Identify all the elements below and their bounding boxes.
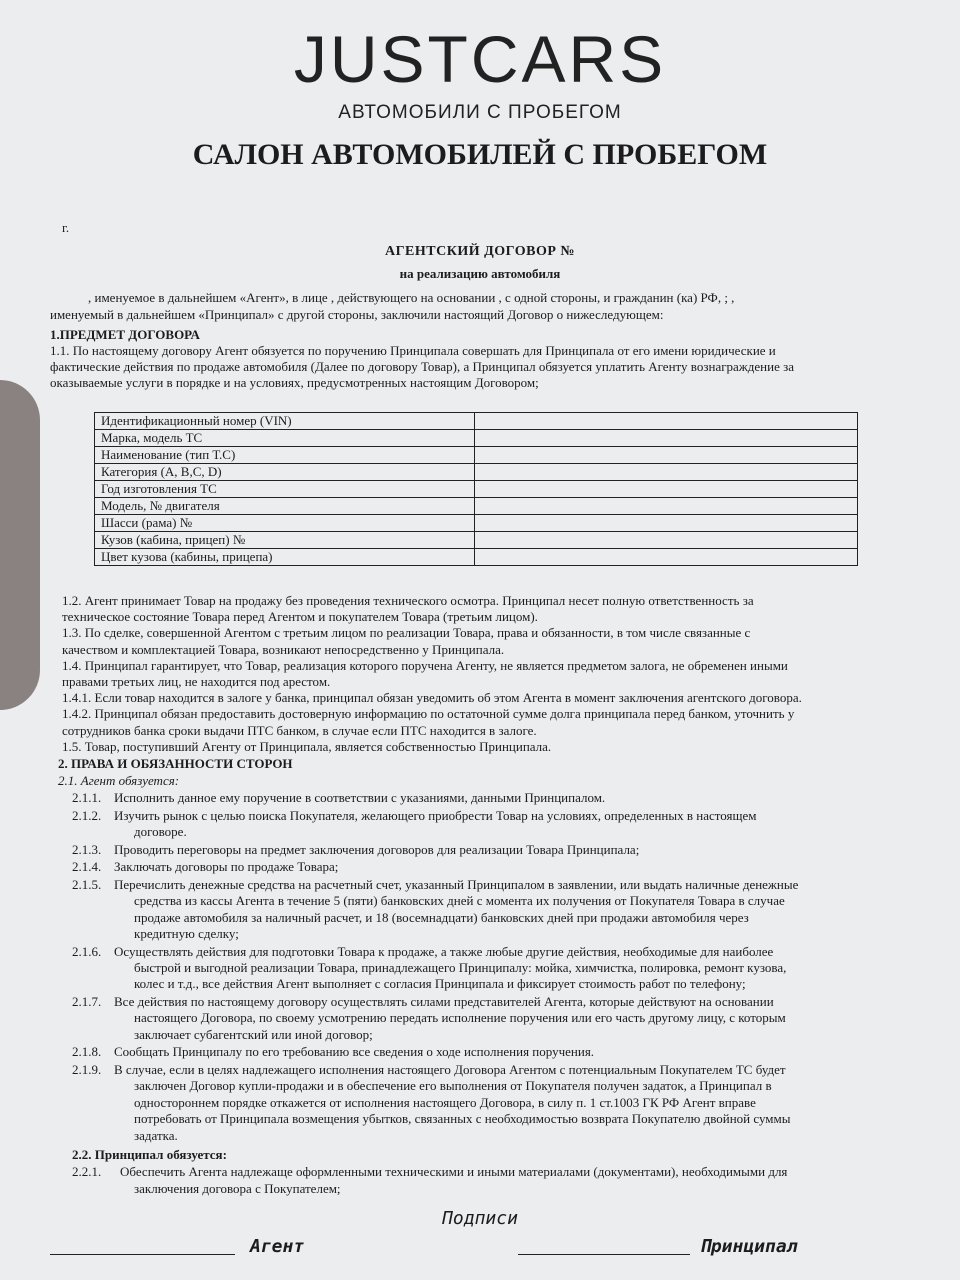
clause-line: задатка. xyxy=(134,1127,178,1143)
clause-line: потребовать от Принципала возмещения убытков, связанных с необходимостью возврата Покупателю двойной суммы xyxy=(134,1111,791,1127)
principal-signature-label: Принципал xyxy=(700,1236,798,1257)
intro-line: именуемый в дальнейшем «Принципал» с другой стороны, заключили настоящий Договор о нижеследующем: xyxy=(50,307,664,322)
clause-line: 1.1. По настоящему договору Агент обязуется по поручению Принципала совершать для Принципала от его имени юридические и xyxy=(50,343,776,358)
clause-number: 2.2.1. xyxy=(72,1164,102,1180)
signatures-title: Подписи xyxy=(442,1208,518,1229)
clause-number: 2.1.2. xyxy=(72,807,102,823)
clause-line: 1.4. Принципал гарантирует, что Товар, реализация которого поручена Агенту, не является предметом залога, не обременен иными xyxy=(62,657,788,673)
salon-title: САЛОН АВТОМОБИЛЕЙ С ПРОБЕГОМ xyxy=(192,138,768,171)
clause-line: Сообщать Принципалу по его требованию все сведения о ходе исполнения поручения. xyxy=(114,1044,595,1060)
clause-line: техническое состояние Товара перед Агентом и покупателем Товара (третьим лицом). xyxy=(62,609,538,625)
clause-line: договоре. xyxy=(134,824,187,839)
clause-line: Заключать договоры по продаже Товара; xyxy=(114,859,339,875)
vehicle-field-value[interactable] xyxy=(475,481,858,498)
contract-subtitle: на реализацию автомобиля xyxy=(399,266,561,281)
clause-line: 1.2. Агент принимает Товар на продажу без проведения технического осмотра. Принципал несет полную ответственность за xyxy=(62,593,754,608)
clause-line: 1.4.1. Если товар находится в залоге у банка, принципал обязан уведомить об этом Агента в момент заключения агентского договора. xyxy=(62,690,802,706)
clause-line: быстрой и выгодной реализации Товара, принадлежащего Принципалу: мойка, химчистка, полировка, ремонт кузова, xyxy=(134,960,787,975)
contract-title: АГЕНТСКИЙ ДОГОВОР № xyxy=(385,244,575,259)
vehicle-field-label: Категория (A, B,C, D) xyxy=(95,464,475,481)
subsection-heading: 2.2. Принципал обязуется: xyxy=(72,1147,227,1163)
clause-number: 2.1.4. xyxy=(72,859,102,875)
vehicle-field-value[interactable] xyxy=(475,498,858,515)
clause-line: средства из кассы Агента в течение 5 (пяти) банковских дней с момента их получения от Покупателя Товара в случае xyxy=(134,893,785,909)
vehicle-field-label: Шасси (рама) № xyxy=(95,515,475,532)
agent-signature-label: Агент xyxy=(250,1236,305,1257)
vehicle-field-value[interactable] xyxy=(475,430,858,447)
brand-logo: JUSTCARS xyxy=(293,22,667,96)
vehicle-field-value[interactable] xyxy=(475,413,858,430)
clause-line: продаже автомобиля за наличный расчет, и 18 (восемнадцати) банковских дней при продажи автомобиля через xyxy=(134,909,749,925)
city-field: г. xyxy=(62,220,70,235)
vehicle-table xyxy=(94,412,858,566)
clause-line: 1.5. Товар, поступивший Агенту от Принципала, является собственностью Принципала. xyxy=(62,738,552,754)
vehicle-table-row xyxy=(95,498,858,515)
clause-line: кредитную сделку; xyxy=(134,926,239,941)
clause-line: Проводить переговоры на предмет заключения договоров для реализации Товара Принципала; xyxy=(114,841,640,857)
intro-line: , именуемое в дальнейшем «Агент», в лице , действующего на основании , с одной стороны, и гражданин (ка) РФ, ; , xyxy=(88,290,735,305)
clause-line: колес и т.д., все действия Агент выполняет с согласия Принципала и фиксирует стоимость работ по телефону; xyxy=(134,976,746,992)
vehicle-table-row xyxy=(95,447,858,464)
vehicle-field-label: Цвет кузова (кабины, прицепа) xyxy=(95,549,475,566)
clause-line: сотрудников банка сроки выдачи ПТС банком, в случае если ПТС находится в залоге. xyxy=(62,722,537,738)
vehicle-table-row xyxy=(95,481,858,498)
clause-line: Обеспечить Агента надлежаще оформленными техническими и иными материалами (документами), необходимыми для xyxy=(120,1164,788,1180)
vehicle-field-label: Марка, модель ТС xyxy=(95,430,475,447)
finger-shadow xyxy=(0,380,40,710)
clause-line: Осуществлять действия для подготовки Товара к продаже, а также любые другие действия, необходимые для наиболее xyxy=(114,943,774,959)
clause-line: Все действия по настоящему договору осуществлять силами представителей Агента, которые действуют на основании xyxy=(114,994,774,1009)
clause-number: 2.1.7. xyxy=(72,994,102,1009)
clause-number: 2.1.3. xyxy=(72,841,102,857)
vehicle-table-row xyxy=(95,464,858,481)
clause-line: заключен Договор купли-продажи и в обеспечение его выполнения от Покупателя получен задаток, а Принципал в xyxy=(134,1078,772,1094)
clause-number: 2.1.9. xyxy=(72,1062,102,1077)
vehicle-field-value[interactable] xyxy=(475,549,858,566)
clause-line: В случае, если в целях надлежащего исполнения настоящего Договора Агентом с потенциальным Покупателем ТС будет xyxy=(114,1062,786,1077)
vehicle-field-label: Модель, № двигателя xyxy=(95,498,475,515)
principal-signature-line[interactable] xyxy=(518,1254,690,1255)
clause-line: оказываемые услуги в порядке и на условиях, предусмотренных настоящим Договором; xyxy=(50,375,539,390)
clause-line: Изучить рынок с целью поиска Покупателя, желающего приобрести Товар на условиях, определенных в настоящем xyxy=(114,807,757,823)
vehicle-table-row xyxy=(95,515,858,532)
subsection-heading: 2.1. Агент обязуется: xyxy=(58,773,180,788)
clause-line: правами третьих лиц, не находится под арестом. xyxy=(62,674,331,689)
clause-line: заключает субагентский или иной договор; xyxy=(134,1026,373,1042)
clause-line: Перечислить денежные средства на расчетный счет, указанный Принципалом в заявлении, или выдать наличные денежные xyxy=(114,876,799,892)
clause-line: одностороннем порядке откажется от исполнения настоящего Договора, в силу п. 1 ст.1003 ГК РФ Агент вправе xyxy=(134,1094,756,1110)
clause-number: 2.1.6. xyxy=(72,943,102,959)
clause-line: заключения договора с Покупателем; xyxy=(134,1180,341,1196)
clause-line: 1.4.2. Принципал обязан предоставить достоверную информацию по остаточной сумме долга принципала перед банком, уточнить у xyxy=(62,706,795,722)
agent-signature-line[interactable] xyxy=(50,1254,235,1255)
vehicle-field-label: Год изготовления ТС xyxy=(95,481,475,498)
clause-line: качеством и комплектацией Товара, возникают непосредственно у Принципала. xyxy=(62,641,505,657)
vehicle-field-label: Идентификационный номер (VIN) xyxy=(95,413,475,430)
clause-number: 2.1.8. xyxy=(72,1044,102,1060)
section-heading: 1.ПРЕДМЕТ ДОГОВОРА xyxy=(50,327,200,342)
clause-line: фактические действия по продаже автомобиля (Далее по договору Товар), а Принципал обязуется уплатить Агенту вознаграждение за xyxy=(50,359,795,374)
clause-line: настоящего Договора, по своему усмотрению передать исполнение поручения или его часть другому лицу, с которым xyxy=(134,1010,786,1026)
clause-number: 2.1.1. xyxy=(72,790,102,805)
vehicle-field-label: Наименование (тип Т.С) xyxy=(95,447,475,464)
vehicle-table-row xyxy=(95,430,858,447)
vehicle-table-row xyxy=(95,532,858,549)
vehicle-table-row xyxy=(95,549,858,566)
vehicle-field-value[interactable] xyxy=(475,464,858,481)
clause-line: Исполнить данное ему поручение в соответствии с указаниями, данными Принципалом. xyxy=(114,790,606,805)
vehicle-field-label: Кузов (кабина, прицеп) № xyxy=(95,532,475,549)
vehicle-field-value[interactable] xyxy=(475,532,858,549)
vehicle-table-row xyxy=(95,413,858,430)
clause-line: 1.3. По сделке, совершенной Агентом с третьим лицом по реализации Товара, права и обязанности, в том числе связанные с xyxy=(62,625,751,641)
brand-tagline: АВТОМОБИЛИ С ПРОБЕГОМ xyxy=(338,102,622,123)
clause-number: 2.1.5. xyxy=(72,876,102,892)
vehicle-field-value[interactable] xyxy=(475,515,858,532)
vehicle-field-value[interactable] xyxy=(475,447,858,464)
section-heading: 2. ПРАВА И ОБЯЗАННОСТИ СТОРОН xyxy=(58,756,293,771)
